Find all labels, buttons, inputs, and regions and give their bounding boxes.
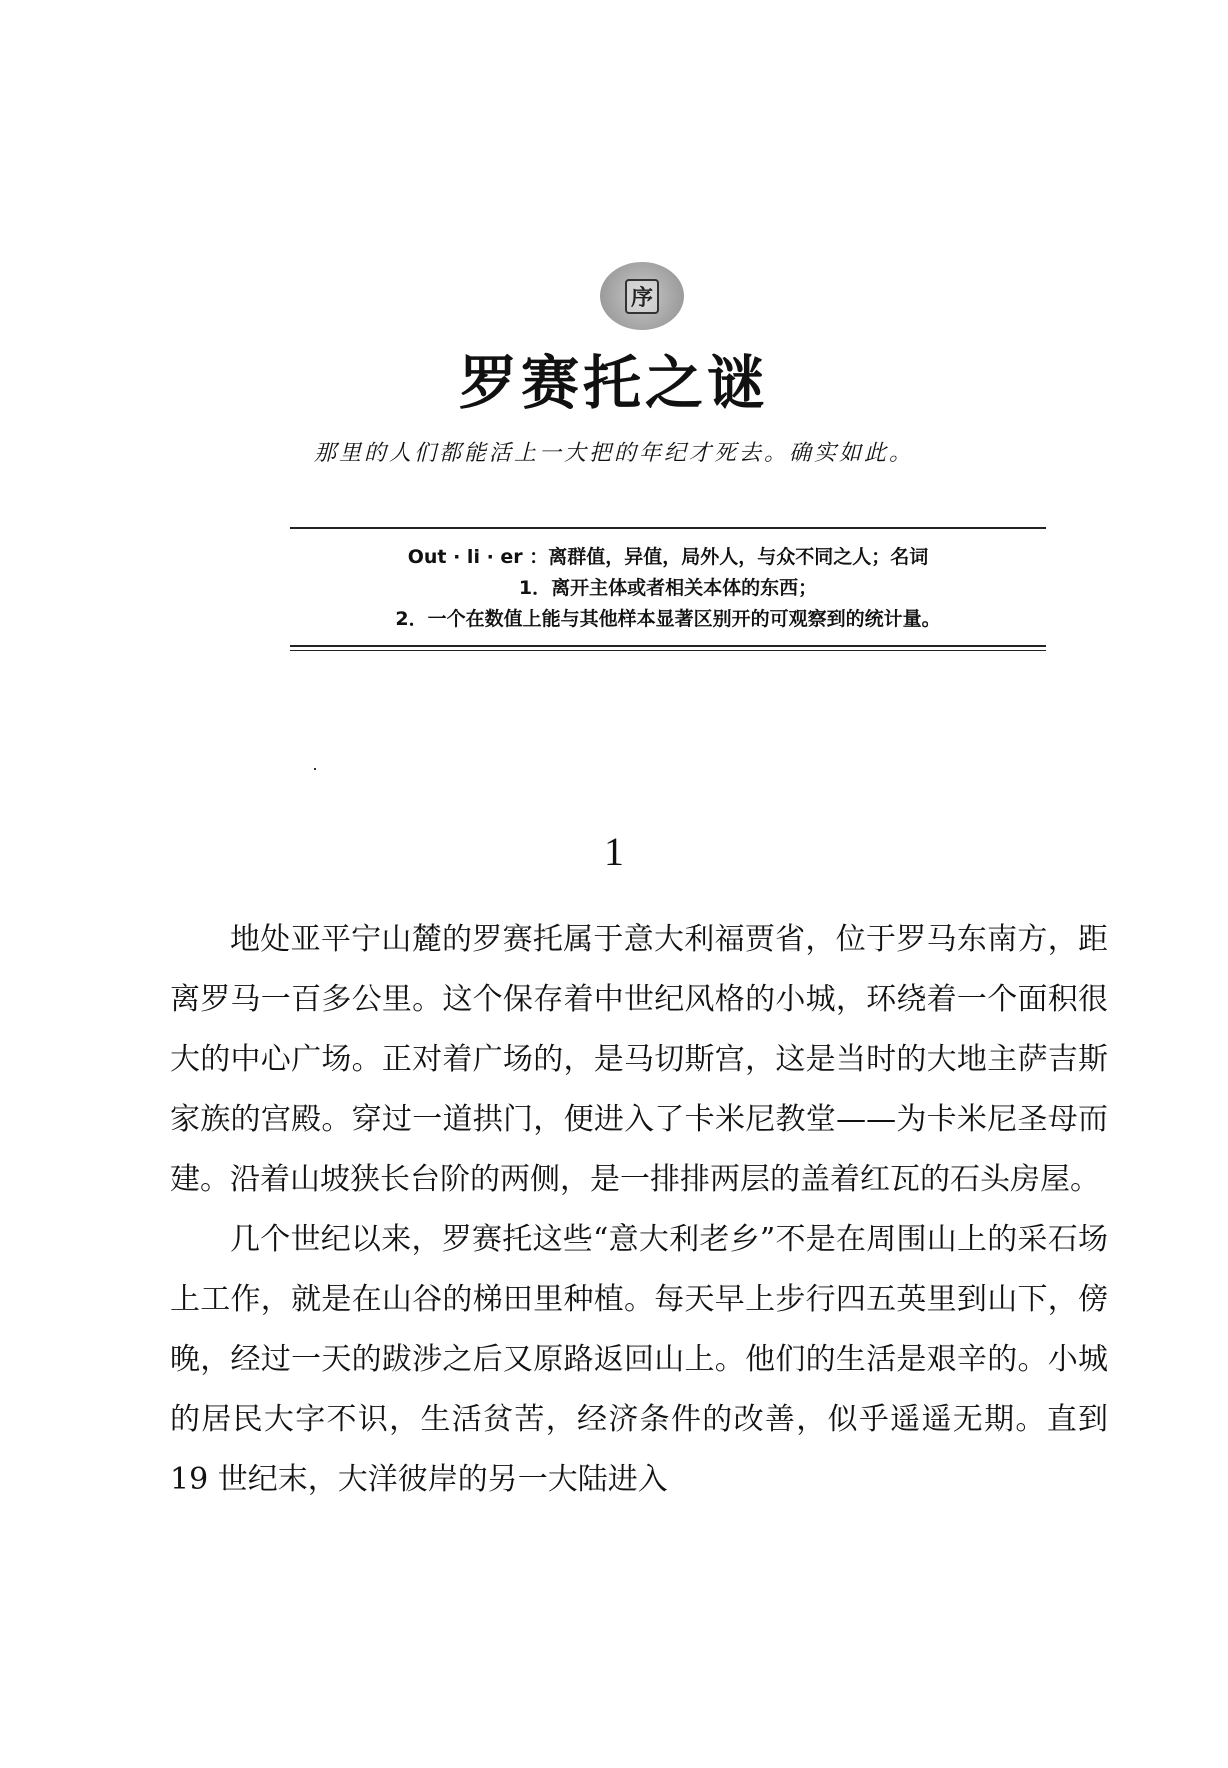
definition-bottom-rule-thin (290, 650, 1046, 651)
chapter-badge-label: 序 (625, 279, 659, 314)
definition-headword: Out · li · er ：离群值，异值，局外人，与众不同之人；名词 (407, 546, 929, 568)
stray-mark (314, 768, 316, 770)
section-number: 1 (604, 829, 624, 874)
definition-box (290, 542, 1046, 635)
definition-sense-2: 2．一个在数值上能与其他样本显著区别开的可观察到的统计量。 (395, 608, 941, 630)
paragraph: 地处亚平宁山麓的罗赛托属于意大利福贾省，位于罗马东南方，距离罗马一百多公里。这个保存着中世纪风格的小城，环绕着一个面积很大的中心广场。正对着广场的，是马切斯宫，这是当时的大地主萨吉斯家族的宫殿。穿过一道拱门，便进入了卡米尼教堂——为卡米尼圣母而建。沿着山坡狭长台阶的两侧，是一排排两层的盖着红瓦的石头房屋。 (170, 922, 1108, 1197)
chapter-title: 罗赛托之谜 (458, 349, 769, 417)
epigraph: 那里的人们都能活上一大把的年纪才死去。确实如此。 (313, 441, 914, 466)
chapter-badge (600, 262, 684, 330)
definition-sense-1: 1．离开主体或者相关本体的东西； (518, 577, 818, 599)
body-text (170, 910, 1108, 1510)
definition-top-rule (290, 527, 1046, 529)
definition-bottom-rule (290, 645, 1046, 647)
paragraph: 几个世纪以来，罗赛托这些“意大利老乡”不是在周围山上的采石场上工作，就是在山谷的梯田里种植。每天早上步行四五英里到山下，傍晚，经过一天的跋涉之后又原路返回山上。他们的生活是艰辛的。小城的居民大字不识，生活贫苦，经济条件的改善，似乎遥遥无期。直到 19 世纪末，大洋彼岸的另一大陆进入 (170, 1222, 1108, 1497)
